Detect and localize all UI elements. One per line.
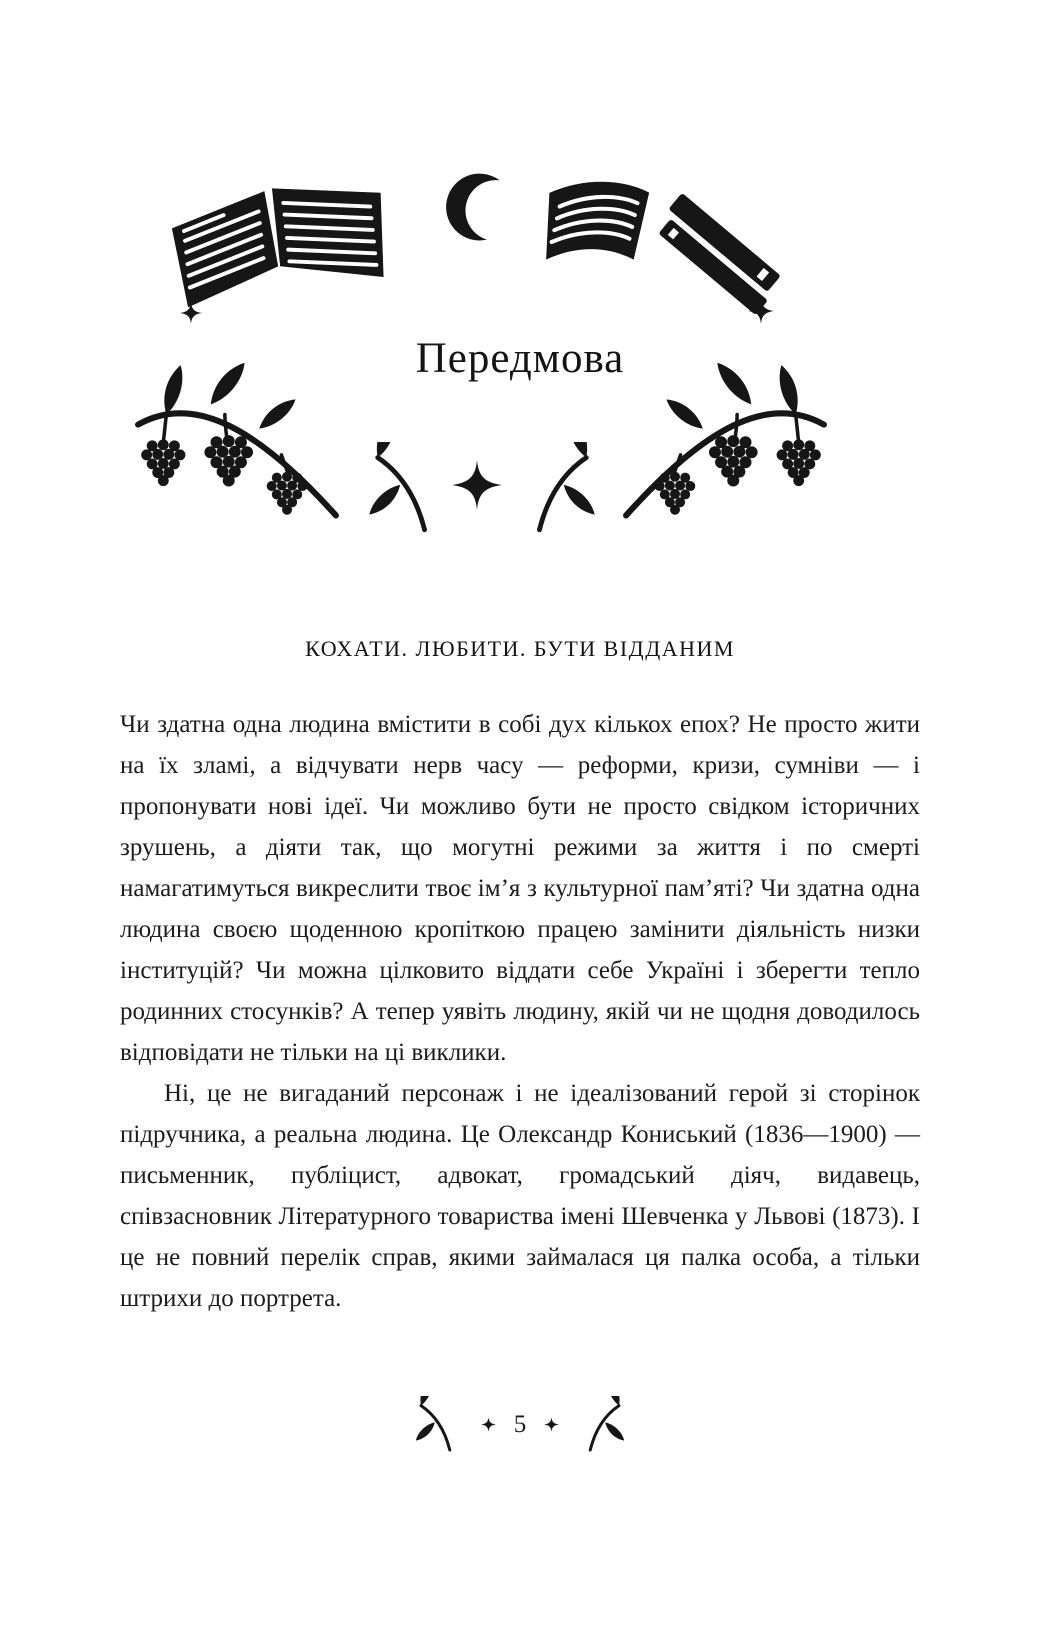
- leaf-sprig-icon: [518, 442, 596, 535]
- diamond-star-icon: [452, 460, 502, 510]
- chapter-title: Передмова: [415, 335, 625, 382]
- page-footer: [0, 1396, 1040, 1453]
- diamond-star-icon: [544, 1417, 559, 1432]
- leaf-sprig-icon: [368, 442, 446, 535]
- leaf-sprig-icon: [577, 1396, 625, 1453]
- newspaper-icon: [168, 178, 393, 310]
- page-number: 5: [513, 1411, 527, 1438]
- body-text: [120, 704, 920, 1319]
- diamond-star-icon: [481, 1417, 496, 1432]
- paragraph: Ні, це не вигаданий персонаж і не ідеалізований герой зі сторінок підручника, а реальна людина. Це Олександр Кониський (1836—1900) — письменник, публіцист, адвокат, громадський діяч, видавець, співзасновник Літературного товариства імені Шевченка у Львові (1873). І це не повний перелік справ, якими займалася ця палка особа, а тільки штрихи до портрета.: [120, 1080, 920, 1312]
- chapter-header-ornament: [0, 0, 1040, 600]
- sparkle-icon: [180, 302, 202, 324]
- crescent-moon-icon: [446, 170, 522, 246]
- leaf-sprig-icon: [415, 1396, 463, 1453]
- paragraph: Чи здатна одна людина вмістити в собі дух кількох епох? Не просто жити на їх зламі, а відчувати нерв часу — реформи, кризи, сумніви — і пропонувати нові ідеї. Чи можливо бути не просто свідком історичних зрушень, а діяти так, що могутні режими за життя і по смерті намагатимуться викреслити твоє ім’я з культурної пам’яті? Чи здатна одна людина своєю щоденною кропіткою працею замінити діяльність низки інституцій? Чи можна цілковито віддати себе Україні і зберегти тепло родинних стосунків? А тепер уявіть людину, якій чи не щодня доводилось відповідати не тільки на ці виклики.: [120, 711, 920, 1066]
- sparkle-icon: [748, 298, 774, 324]
- berry-branch-icon: [618, 362, 830, 552]
- berry-branch-icon: [132, 362, 344, 552]
- section-heading: КОХАТИ. ЛЮБИТИ. БУТИ ВІДДАНИМ: [305, 636, 735, 661]
